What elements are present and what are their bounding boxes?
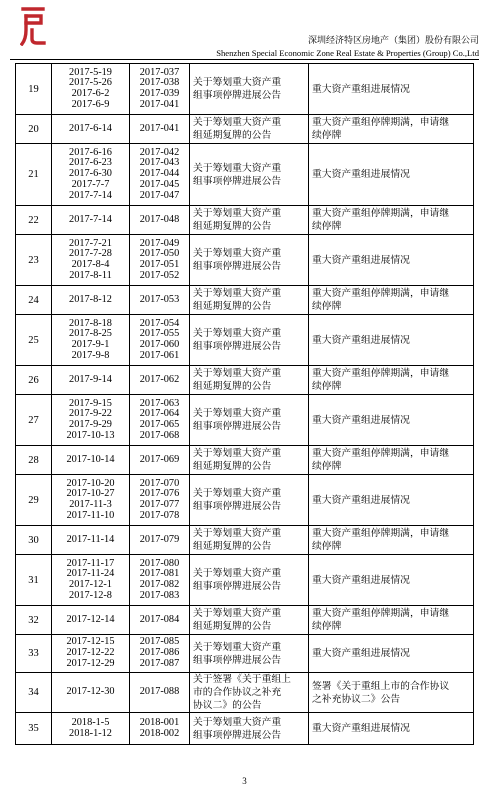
announcement-table: [15, 63, 474, 745]
date-text: 2017-12-1: [69, 579, 112, 590]
date-text: 2017-7-14: [69, 213, 112, 225]
date-text: 2017-11-10: [66, 509, 115, 521]
date-text: 2017-12-14: [66, 613, 115, 625]
announcement-dates: [52, 635, 130, 673]
announcement-title: [190, 446, 309, 475]
announcement-title-line: 组事项停牌进展公告: [193, 421, 282, 432]
announcement-number: 2017-055: [139, 328, 180, 340]
announcement-title: [190, 526, 309, 555]
announcement-title-line: 关于筹划重大资产重: [193, 328, 282, 339]
announcement-numbers: [130, 115, 190, 144]
announcement-title-line: 关于筹划重大资产重: [193, 162, 282, 174]
announcement-title: [190, 475, 309, 526]
announcement-number: 2017-053: [139, 293, 180, 305]
announcement-title-line: 组事项停牌进展公告: [193, 90, 282, 101]
announcement-content: [309, 713, 474, 745]
announcement-numbers: [130, 64, 190, 115]
row-number: 32: [16, 606, 52, 635]
announcement-content: [309, 366, 474, 395]
announcement-title-line: 组事项停牌进展公告: [193, 175, 282, 187]
date-text: 2017-10-20: [66, 477, 115, 489]
content-line: 重大资产重组进展情况: [312, 494, 410, 506]
content-line: 重大资产重组停牌期满，申请继: [312, 117, 450, 128]
content-line: 续停牌: [312, 381, 342, 392]
content-line: 重大资产重组进展情况: [312, 83, 410, 95]
announcement-title: [190, 635, 309, 673]
content-line: 重大资产重组进展情况: [312, 254, 410, 266]
announcement-number: 2017-088: [139, 686, 180, 698]
announcement-title-line: 关于签署《关于重组上: [193, 674, 291, 685]
announcement-title: [190, 206, 309, 235]
announcement-title: [190, 144, 309, 206]
announcement-numbers: [130, 315, 190, 366]
date-text: 2017-12-15: [66, 636, 115, 648]
announcement-number: 2017-051: [139, 259, 180, 270]
announcement-number: 2017-082: [139, 579, 180, 590]
date-text: 2017-5-26: [69, 77, 112, 89]
content-line: 重大资产重组进展情况: [312, 648, 410, 659]
date-text: 2017-12-29: [66, 657, 115, 669]
table-row: [16, 555, 474, 606]
content-line: 重大资产重组进展情况: [312, 723, 410, 734]
row-number: 35: [16, 713, 52, 745]
content-line: 重大资产重组停牌期满，申请继: [312, 448, 450, 459]
row-number: 19: [16, 64, 52, 115]
table-row: [16, 235, 474, 286]
announcement-number: 2017-083: [139, 589, 180, 601]
announcement-number: 2017-085: [139, 636, 180, 648]
announcement-content: [309, 235, 474, 286]
table-row: [16, 206, 474, 235]
announcement-title-line: 关于筹划重大资产重: [193, 117, 282, 128]
company-logo: [20, 6, 46, 46]
date-text: 2017-6-23: [69, 157, 112, 169]
announcement-title-line: 协议二》的公告: [193, 700, 262, 711]
announcement-number: 2017-080: [139, 557, 180, 569]
announcement-title-line: 组事项停牌进展公告: [193, 261, 282, 272]
announcement-title-line: 组事项停牌进展公告: [193, 341, 282, 352]
table-row: [16, 315, 474, 366]
announcement-dates: [52, 475, 130, 526]
date-text: 2017-12-22: [66, 647, 115, 659]
content-line: 重大资产重组停牌期满，申请继: [312, 288, 450, 299]
date-text: 2017-11-24: [66, 568, 115, 580]
content-line: 重大资产重组停牌期满，申请继: [312, 528, 450, 539]
content-line: 续停牌: [312, 461, 342, 472]
announcement-title-line: 组延期复牌的公告: [193, 130, 272, 141]
content-line: 重大资产重组停牌期满，申请继: [312, 368, 450, 379]
announcement-number: 2017-041: [139, 98, 180, 110]
announcement-title-line: 关于筹划重大资产重: [193, 641, 282, 653]
row-number: 22: [16, 206, 52, 235]
announcement-numbers: [130, 673, 190, 713]
announcement-content: [309, 673, 474, 713]
date-text: 2017-8-12: [69, 293, 112, 305]
announcement-number: 2017-068: [139, 429, 180, 441]
row-number: 28: [16, 446, 52, 475]
announcement-number: 2017-049: [139, 237, 180, 249]
announcement-table-body: [16, 64, 474, 745]
announcement-number: 2017-070: [139, 477, 180, 489]
announcement-title: [190, 115, 309, 144]
announcement-number: 2017-050: [139, 248, 180, 260]
content-line: 重大资产重组进展情况: [312, 169, 410, 180]
announcement-number: 2017-079: [139, 533, 180, 545]
announcement-numbers: [130, 206, 190, 235]
announcement-number: 2017-052: [139, 269, 180, 281]
announcement-title: [190, 315, 309, 366]
date-text: 2017-9-1: [71, 339, 110, 350]
date-text: 2017-9-22: [69, 408, 112, 420]
announcement-title: [190, 235, 309, 286]
announcement-content: [309, 635, 474, 673]
table-row: [16, 713, 474, 745]
content-line: 重大资产重组进展情况: [312, 574, 410, 586]
row-number: 30: [16, 526, 52, 555]
table-row: [16, 526, 474, 555]
announcement-title-line: 关于筹划重大资产重: [193, 568, 282, 579]
announcement-title-line: 关于筹划重大资产重: [193, 408, 282, 419]
row-number: 23: [16, 235, 52, 286]
announcement-title: [190, 395, 309, 446]
announcement-title-line: 组延期复牌的公告: [193, 381, 272, 392]
announcement-title-line: 关于筹划重大资产重: [193, 248, 282, 259]
announcement-number: 2017-064: [139, 408, 180, 420]
announcement-number: 2017-037: [139, 66, 180, 78]
announcement-title-line: 组事项停牌进展公告: [193, 501, 282, 512]
announcement-title-line: 组事项停牌进展公告: [193, 729, 282, 741]
announcement-dates: [52, 115, 130, 144]
announcement-number: 2017-087: [139, 657, 180, 669]
announcement-number: 2017-042: [139, 146, 180, 158]
announcement-number: 2017-069: [139, 453, 180, 465]
announcement-numbers: [130, 144, 190, 206]
announcement-number: 2017-078: [139, 509, 180, 521]
announcement-dates: [52, 673, 130, 713]
row-number: 25: [16, 315, 52, 366]
content-line: 续停牌: [312, 130, 342, 141]
content-line: 之补充协议二》公告: [312, 693, 401, 705]
announcement-content: [309, 395, 474, 446]
announcement-title-line: 组延期复牌的公告: [193, 621, 272, 632]
table-row: [16, 673, 474, 713]
announcement-title-line: 组事项停牌进展公告: [193, 581, 282, 592]
announcement-number: 2017-043: [139, 157, 180, 169]
announcement-content: [309, 475, 474, 526]
table-row: [16, 635, 474, 673]
date-text: 2017-7-21: [69, 237, 112, 249]
date-text: 2017-6-2: [71, 88, 110, 99]
date-text: 2017-11-14: [66, 533, 115, 545]
announcement-dates: [52, 206, 130, 235]
date-text: 2017-8-11: [69, 269, 112, 281]
announcement-title-line: 关于筹划重大资产重: [193, 368, 282, 379]
table-row: [16, 286, 474, 315]
announcement-number: 2017-077: [139, 499, 180, 510]
announcement-number: 2017-084: [139, 613, 180, 625]
announcement-title-line: 关于筹划重大资产重: [193, 77, 282, 88]
announcement-dates: [52, 144, 130, 206]
content-line: 签署《关于重组上市的合作协议: [312, 680, 450, 692]
announcement-number: 2018-002: [139, 727, 180, 739]
announcement-number: 2017-048: [139, 213, 180, 225]
announcement-title: [190, 64, 309, 115]
announcement-title-line: 关于筹划重大资产重: [193, 608, 282, 619]
announcement-dates: [52, 555, 130, 606]
company-header: [216, 35, 479, 59]
announcement-number: 2017-047: [139, 189, 180, 201]
row-number: 24: [16, 286, 52, 315]
row-number: 21: [16, 144, 52, 206]
date-text: 2017-6-30: [69, 168, 112, 180]
announcement-content: [309, 64, 474, 115]
announcement-numbers: [130, 446, 190, 475]
announcement-title: [190, 555, 309, 606]
date-text: 2017-6-16: [69, 146, 112, 158]
announcement-numbers: [130, 286, 190, 315]
announcement-number: 2017-054: [139, 317, 180, 329]
date-text: 2018-1-5: [71, 716, 110, 728]
announcement-title-line: 关于筹划重大资产重: [193, 528, 282, 539]
date-text: 2017-7-7: [71, 178, 110, 190]
announcement-title-line: 关于筹划重大资产重: [193, 448, 282, 459]
header-rule: [10, 59, 479, 60]
table-row: [16, 446, 474, 475]
content-line: 重大资产重组进展情况: [312, 334, 410, 346]
announcement-content: [309, 286, 474, 315]
date-text: 2017-7-28: [69, 248, 112, 260]
announcement-title-line: 组延期复牌的公告: [193, 461, 272, 472]
announcement-title: [190, 366, 309, 395]
date-text: 2017-7-14: [69, 189, 112, 201]
table-row: [16, 475, 474, 526]
content-line: 重大资产重组进展情况: [312, 414, 410, 426]
announcement-title: [190, 673, 309, 713]
announcement-number: 2017-086: [139, 647, 180, 659]
announcement-content: [309, 526, 474, 555]
announcement-title-line: 组延期复牌的公告: [193, 221, 272, 232]
announcement-title: [190, 606, 309, 635]
announcement-content: [309, 606, 474, 635]
announcement-title-line: 组延期复牌的公告: [193, 541, 272, 552]
announcement-dates: [52, 64, 130, 115]
announcement-numbers: [130, 475, 190, 526]
announcement-content: [309, 115, 474, 144]
row-number: 33: [16, 635, 52, 673]
announcement-number: 2017-081: [139, 568, 180, 580]
announcement-number: 2017-076: [139, 488, 180, 500]
announcement-numbers: [130, 606, 190, 635]
announcement-number: 2017-062: [139, 373, 180, 385]
row-number: 27: [16, 395, 52, 446]
announcement-numbers: [130, 235, 190, 286]
announcement-numbers: [130, 366, 190, 395]
announcement-number: 2017-060: [139, 339, 180, 350]
date-text: 2017-9-14: [69, 373, 112, 385]
announcement-content: [309, 315, 474, 366]
date-text: 2017-10-13: [66, 429, 115, 441]
table-row: [16, 606, 474, 635]
announcement-number: 2017-041: [139, 122, 180, 134]
content-line: 续停牌: [312, 301, 342, 312]
date-text: 2017-9-29: [69, 419, 112, 430]
announcement-content: [309, 446, 474, 475]
announcement-title-line: 关于筹划重大资产重: [193, 488, 282, 499]
row-number: 34: [16, 673, 52, 713]
announcement-dates: [52, 235, 130, 286]
table-row: [16, 395, 474, 446]
table-row: [16, 64, 474, 115]
announcement-number: 2017-063: [139, 397, 180, 409]
table-row: [16, 366, 474, 395]
date-text: 2017-8-18: [69, 317, 112, 329]
announcement-number: 2017-044: [139, 168, 180, 180]
date-text: 2017-8-4: [71, 259, 110, 270]
announcement-content: [309, 206, 474, 235]
announcement-numbers: [130, 635, 190, 673]
announcement-dates: [52, 315, 130, 366]
announcement-title-line: 关于筹划重大资产重: [193, 716, 282, 728]
date-text: 2017-5-19: [69, 66, 112, 78]
row-number: 31: [16, 555, 52, 606]
table-row: [16, 115, 474, 144]
announcement-title-line: 组延期复牌的公告: [193, 301, 272, 312]
announcement-content: [309, 144, 474, 206]
page-number: 3: [242, 776, 247, 786]
announcement-numbers: [130, 395, 190, 446]
announcement-content: [309, 555, 474, 606]
date-text: 2018-1-12: [69, 727, 112, 739]
announcement-number: 2018-001: [139, 716, 180, 728]
announcement-title: [190, 286, 309, 315]
announcement-title-line: 关于筹划重大资产重: [193, 208, 282, 219]
announcement-numbers: [130, 526, 190, 555]
company-name-cn: 深圳经济特区房地产（集团）股份有限公司: [307, 36, 479, 46]
date-text: 2017-12-30: [66, 686, 115, 698]
announcement-dates: [52, 395, 130, 446]
company-name-en: Shenzhen Special Economic Zone Real Estate & Properties (Group) Co.,Ltd: [216, 48, 479, 58]
date-text: 2017-12-8: [69, 589, 112, 601]
announcement-dates: [52, 286, 130, 315]
date-text: 2017-9-8: [71, 349, 110, 361]
announcement-title: [190, 713, 309, 745]
announcement-numbers: [130, 555, 190, 606]
date-text: 2017-6-14: [69, 122, 112, 134]
announcement-number: 2017-039: [139, 88, 180, 99]
row-number: 26: [16, 366, 52, 395]
announcement-title-line: 组事项停牌进展公告: [193, 654, 282, 666]
announcement-number: 2017-065: [139, 419, 180, 430]
announcement-dates: [52, 606, 130, 635]
content-line: 续停牌: [312, 621, 342, 632]
announcement-number: 2017-061: [139, 349, 180, 361]
date-text: 2017-8-25: [69, 328, 112, 340]
announcement-number: 2017-038: [139, 77, 180, 89]
row-number: 29: [16, 475, 52, 526]
announcement-dates: [52, 713, 130, 745]
date-text: 2017-6-9: [71, 98, 110, 110]
announcement-dates: [52, 526, 130, 555]
announcement-numbers: [130, 713, 190, 745]
date-text: 2017-11-17: [66, 557, 115, 569]
content-line: 重大资产重组停牌期满，申请继: [312, 608, 450, 619]
row-number: 20: [16, 115, 52, 144]
announcement-number: 2017-045: [139, 178, 180, 190]
content-line: 续停牌: [312, 221, 342, 232]
date-text: 2017-10-14: [66, 453, 115, 465]
announcement-dates: [52, 366, 130, 395]
announcement-title-line: 关于筹划重大资产重: [193, 288, 282, 299]
content-line: 重大资产重组停牌期满，申请继: [312, 208, 450, 219]
date-text: 2017-11-3: [69, 499, 112, 510]
content-line: 续停牌: [312, 541, 342, 552]
date-text: 2017-9-15: [69, 397, 112, 409]
announcement-dates: [52, 446, 130, 475]
announcement-title-line: 市的合作协议之补充: [193, 687, 282, 698]
table-row: [16, 144, 474, 206]
date-text: 2017-10-27: [66, 488, 115, 500]
